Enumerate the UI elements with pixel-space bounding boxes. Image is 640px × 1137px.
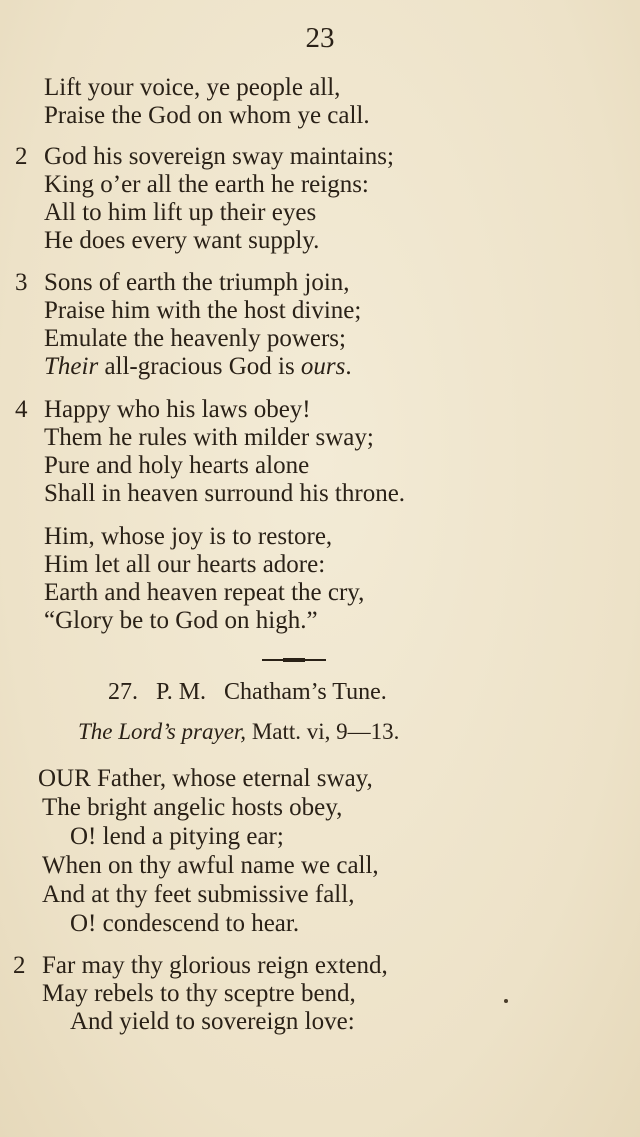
verse-line: “Glory be to God on high.” <box>44 607 318 634</box>
verse-line: Pure and holy hearts alone <box>44 452 310 479</box>
verse-line: May rebels to thy sceptre bend, <box>42 980 356 1007</box>
verse-line: Him, whose joy is to restore, <box>44 523 333 550</box>
verse-line: Them he rules with milder sway; <box>44 424 374 451</box>
verse-line: And at thy feet submissive fall, <box>42 881 355 908</box>
verse-line: OUR Father, whose eternal sway, <box>38 765 373 792</box>
verse-line: O! condescend to hear. <box>70 910 300 937</box>
hymn-subheading <box>78 718 399 746</box>
italic-word: Their <box>44 353 99 380</box>
page-number: 23 <box>305 22 335 54</box>
verse-line: The bright angelic hosts obey, <box>42 794 343 821</box>
verse-line: All to him lift up their eyes <box>44 199 317 226</box>
divider-ornament <box>283 658 305 662</box>
verse-line: God his sovereign sway maintains; <box>44 143 394 170</box>
verse-line: Him let all our hearts adore: <box>44 551 326 578</box>
hymn-number: 27. <box>108 679 138 705</box>
verse-line: Far may thy glorious reign extend, <box>42 952 388 979</box>
verse-line: Happy who his laws obey! <box>44 396 311 423</box>
verse-line: When on thy awful name we call, <box>42 852 379 879</box>
verse-text: all-gracious God is <box>98 353 301 380</box>
stanza-number: 2 <box>13 952 26 979</box>
verse-line: And yield to sovereign love: <box>70 1008 355 1035</box>
hymn-tune: Chatham’s Tune. <box>224 679 387 705</box>
hymn-meter: P. M. <box>156 679 207 705</box>
hymn-heading <box>108 678 387 706</box>
stanza-number: 3 <box>15 269 28 296</box>
verse-line: Lift your voice, ye people all, <box>44 74 341 101</box>
verse-line: King o’er all the earth he reigns: <box>44 171 369 198</box>
verse-line <box>44 353 352 381</box>
hymn-subject: The Lord’s prayer, <box>78 719 247 744</box>
verse-line: He does every want supply. <box>44 227 320 254</box>
verse-line: Emulate the heavenly powers; <box>44 325 346 352</box>
verse-line: Shall in heaven surround his throne. <box>44 480 406 507</box>
verse-line: Praise him with the host divine; <box>44 297 362 324</box>
scripture-reference: Matt. vi, 9—13. <box>251 719 400 744</box>
verse-line: Sons of earth the triumph join, <box>44 269 350 296</box>
stanza-number: 2 <box>15 143 28 170</box>
italic-word: ours <box>300 353 346 380</box>
verse-text: . <box>345 353 352 380</box>
verse-line: Earth and heaven repeat the cry, <box>44 579 365 606</box>
section-divider <box>262 659 326 661</box>
verse-line: Praise the God on whom ye call. <box>44 102 370 129</box>
stanza-number: 4 <box>15 396 28 423</box>
verse-line: O! lend a pitying ear; <box>70 823 284 850</box>
paper-speck <box>504 999 508 1003</box>
